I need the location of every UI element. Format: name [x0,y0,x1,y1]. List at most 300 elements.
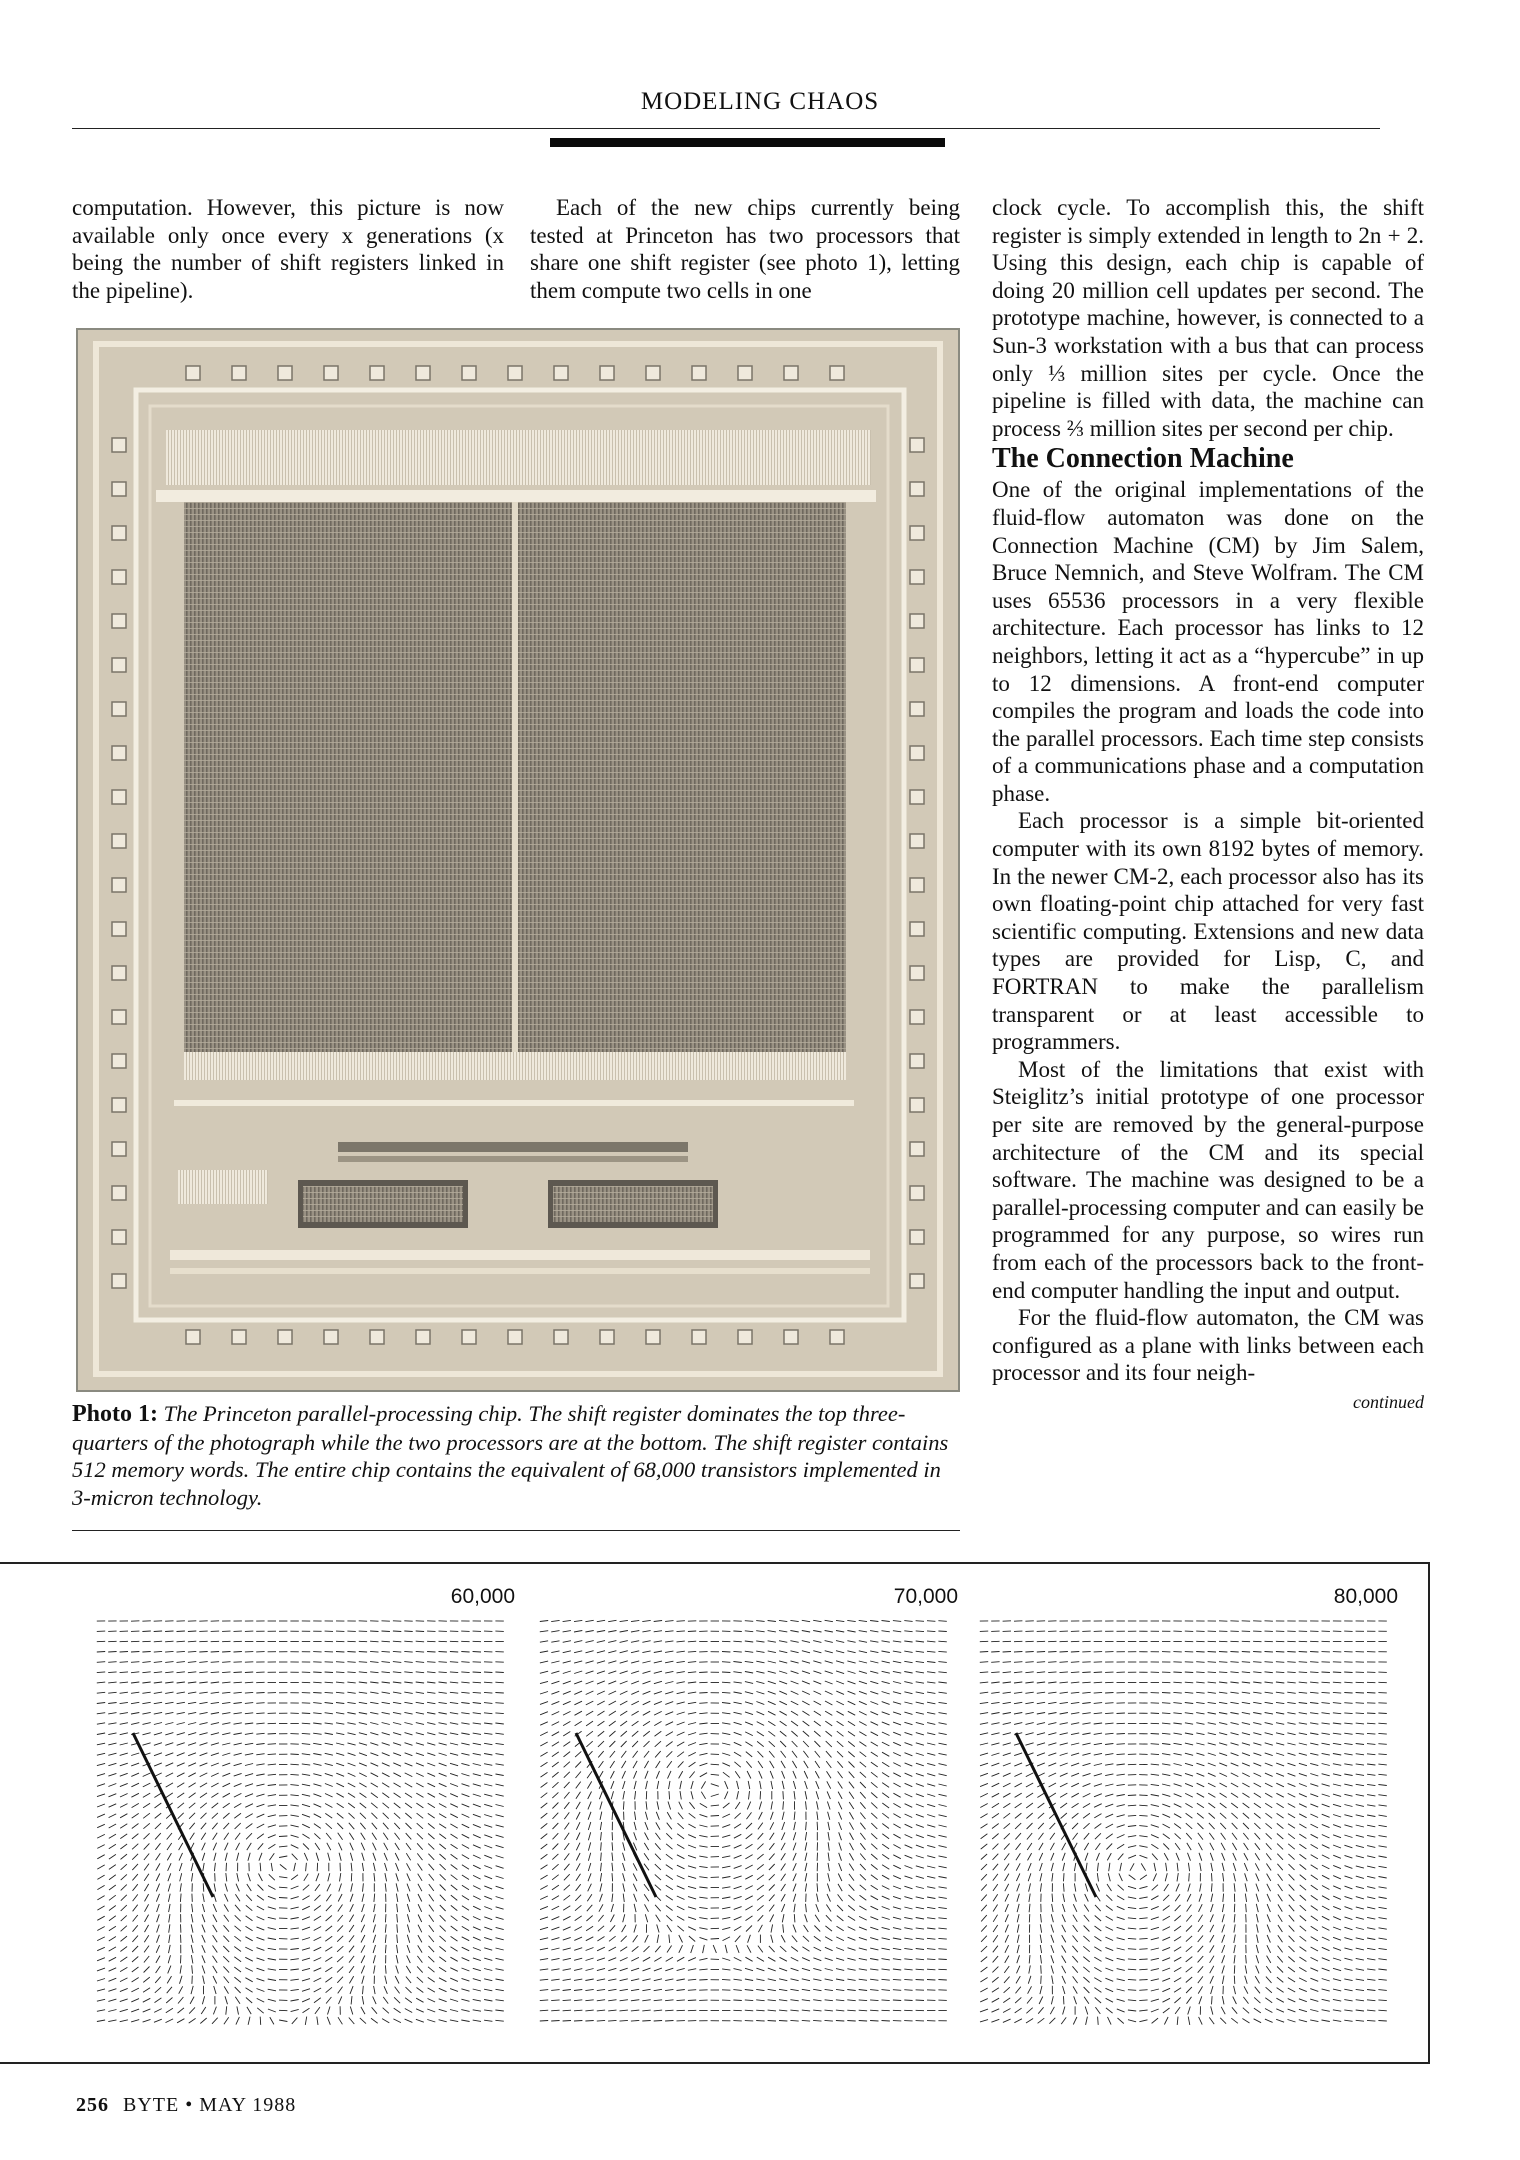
flow-vector [374,1904,376,1912]
flow-vector [1231,1753,1239,1756]
flow-vector [905,1783,913,1786]
flow-vector [1211,2006,1213,2014]
flow-vector [859,1631,867,1632]
flow-vector [1322,1804,1330,1807]
flow-vector [631,1968,639,1971]
flow-vector [588,1853,590,1861]
flow-vector [336,1783,344,1787]
flow-vector [382,1631,390,1632]
flow-vector [768,1721,775,1725]
flow-vector [1152,2018,1159,2023]
flow-vector [461,1733,469,1735]
flow-vector [439,1834,446,1839]
flow-vector [825,1620,833,1621]
header-rule [72,128,1380,129]
flow-vector [359,1652,367,1653]
flow-vector [1050,1823,1056,1829]
flow-vector [1208,1713,1216,1715]
flow-vector [428,1783,436,1787]
flow-vector [1003,1998,1010,2003]
flow-vector [429,1874,434,1881]
flow-vector [1276,1773,1284,1776]
flow-vector [1048,1682,1056,1683]
bond-pad [416,366,430,380]
flow-vector [794,1904,795,1912]
flow-vector [1051,1966,1053,1974]
flow-vector [1267,1925,1270,1933]
flow-vector [1276,1763,1284,1766]
flow-vector [745,1886,752,1890]
flow-vector [359,1753,367,1756]
flow-vector [677,1834,684,1839]
flow-vector [429,1946,435,1952]
flow-vector [802,2000,810,2001]
flow-vector [349,1813,355,1819]
flow-vector [644,1761,648,1768]
flow-vector [120,1999,128,2002]
flow-vector [768,1701,776,1704]
flow-vector [768,1631,776,1632]
flow-vector [166,1998,172,2004]
flow-vector [1060,1803,1067,1808]
flow-vector [202,1843,206,1851]
flow-vector [1230,1652,1238,1653]
flow-vector [1310,1999,1318,2001]
flow-vector [1098,2017,1099,2025]
flow-vector [552,1762,559,1767]
flow-vector [645,1812,647,1820]
flow-vector [416,1712,424,1714]
flow-vector [623,1914,625,1922]
flow-vector [1049,1773,1057,1777]
flow-vector [1242,1672,1250,1673]
flow-vector [416,2009,424,2012]
flow-vector [1379,1846,1387,1847]
flow-vector [904,1928,912,1930]
flow-vector [860,1874,866,1880]
flow-vector [1344,1794,1352,1796]
flow-vector [1128,1815,1136,1816]
flow-vector [406,1966,410,1973]
flow-vector [315,1884,320,1891]
flow-vector [666,1957,673,1961]
flow-vector [563,1906,570,1911]
flow-vector [462,1896,469,1901]
flow-vector [462,1958,470,1961]
flow-vector [1222,1904,1224,1912]
flow-vector [363,1986,364,1994]
flow-vector [688,1886,696,1888]
flow-vector [461,2010,469,2012]
flow-vector [1322,1979,1330,1982]
flow-vector [361,1914,364,1922]
flow-vector [893,1671,901,1673]
flow-vector [631,1620,639,1621]
flow-vector [245,1703,253,1704]
flow-vector [462,1845,469,1849]
flow-vector [394,1803,401,1808]
flow-vector [882,1824,889,1829]
flow-vector [370,1753,378,1756]
flow-vector [1333,1855,1341,1858]
flow-vector [585,1631,593,1633]
flow-vector [586,1948,594,1951]
flow-vector [816,1781,819,1789]
flow-vector [780,1731,787,1736]
flow-vector [655,1843,661,1849]
flow-vector [981,1946,987,1952]
flow-vector [1094,1804,1102,1808]
flow-vector [598,1721,605,1726]
flow-vector [1151,1774,1159,1775]
flow-vector [645,1914,647,1922]
flow-vector [847,1969,855,1971]
flow-vector [313,1713,321,1714]
flow-vector [1105,1804,1113,1807]
flow-vector [608,1958,616,1961]
flow-vector [609,1711,616,1716]
flow-vector [270,2017,274,2024]
flow-vector [325,1713,333,1714]
flow-vector [200,1753,208,1756]
flow-vector [325,1723,333,1724]
flow-vector [473,2010,481,2011]
flow-vector [779,1681,787,1684]
flow-vector [871,1762,878,1767]
flow-vector [1222,1935,1225,1943]
flow-vector [870,2000,878,2001]
flow-vector [1040,1883,1041,1891]
flow-vector [768,1731,775,1736]
flow-vector [1084,1997,1089,2004]
flow-vector [1197,1823,1203,1829]
flow-vector [893,1814,900,1818]
flow-vector [450,1753,458,1755]
flow-vector [916,1866,924,1868]
flow-vector [1083,1946,1089,1951]
flow-vector [1378,2021,1386,2022]
flow-vector [815,1751,820,1758]
flow-vector [179,1843,183,1850]
flow-vector [121,1905,127,1911]
flow-vector [234,1957,241,1962]
flow-vector [1174,1967,1181,1971]
bond-pad [462,1330,476,1344]
flow-vector [1379,1948,1387,1949]
flow-vector [666,1833,672,1839]
flow-vector [1084,1843,1088,1850]
flow-vector [916,1814,924,1817]
flow-vector [870,1948,878,1950]
flow-vector [1367,1815,1375,1817]
flow-vector [1242,1723,1250,1725]
flow-vector [143,1813,150,1818]
flow-vector [791,1661,799,1663]
flow-vector [632,1721,639,1726]
flow-vector [1028,1863,1031,1871]
flow-vector [1344,1845,1352,1848]
flow-vector [722,1887,730,1888]
flow-vector [1085,1853,1088,1861]
flow-vector [427,2020,435,2023]
flow-vector [993,1905,998,1912]
bond-pad [112,1054,126,1068]
flow-vector [1267,1956,1271,1963]
flow-vector [859,1969,867,1970]
flow-vector [268,1928,276,1930]
flow-vector [699,1887,707,1888]
flow-vector [214,1986,216,1994]
flow-vector [575,1895,581,1901]
flow-vector [756,1631,764,1632]
flow-vector [1074,1996,1077,2004]
flow-vector [439,1773,447,1776]
flow-vector [608,1671,616,1674]
flow-vector [1062,1853,1065,1861]
flow-vector [226,2006,227,2014]
flow-vector [268,1844,275,1848]
flow-vector [248,1853,250,1861]
flow-vector [1234,1965,1235,1973]
flow-vector [223,1783,231,1787]
flow-vector [699,1733,707,1734]
flow-vector [225,1884,227,1892]
flow-vector [552,1875,559,1880]
flow-vector [1266,1853,1271,1860]
flow-vector [601,1863,602,1871]
flow-vector [245,1784,253,1787]
flow-vector [991,1713,999,1715]
flow-vector [1003,1793,1010,1797]
flow-vector [1071,1672,1079,1673]
flow-vector [1289,1864,1295,1870]
flow-vector [870,1621,878,1622]
flow-vector [201,1813,207,1819]
flow-vector [779,2021,787,2022]
flow-vector [540,2000,548,2001]
flow-vector [97,1834,105,1838]
flow-vector [688,1855,696,1858]
flow-vector [1003,1672,1011,1673]
flow-vector [1015,1793,1022,1797]
flow-vector [836,2000,844,2001]
flow-vector [805,1791,807,1799]
flow-vector [825,1661,833,1663]
flow-vector [167,1976,171,1983]
flow-vector [1082,1672,1090,1673]
flow-vector [1162,1754,1170,1755]
flow-vector [1095,1916,1101,1922]
flow-vector [360,1803,367,1808]
flow-vector [813,1641,821,1643]
flow-vector [620,1958,628,1962]
flow-vector [428,1803,435,1807]
flow-vector [1060,1692,1068,1693]
flow-vector [665,1651,673,1652]
flow-vector [745,1875,752,1879]
flow-vector [214,1863,215,1871]
flow-vector [836,2010,844,2011]
flow-vector [169,1904,171,1912]
flow-vector [722,1703,730,1704]
flow-vector [1185,1743,1193,1745]
flow-vector [1356,2010,1364,2011]
flow-vector [813,2000,821,2001]
flow-vector [927,1774,935,1776]
flow-vector [1265,1773,1273,1776]
flow-vector [200,1783,207,1787]
flow-vector [1322,1958,1330,1961]
flow-vector [779,1671,787,1674]
flow-vector [771,1781,773,1789]
flow-vector [245,1814,252,1818]
flow-vector [1322,1794,1330,1797]
flow-vector [199,1712,207,1714]
flow-vector [235,1894,240,1901]
flow-vector [836,1979,844,1981]
flow-vector [202,1955,205,1963]
flow-vector [1333,1937,1341,1940]
flow-vector [677,1692,685,1694]
flow-vector [213,1915,217,1923]
paragraph: Most of the limitations that exist with Steiglitz’s initial prototype of one processor per site are removed by the general-purpose architecture of the CM and its special software. The machine was designed to be a parallel-processing computer and can easily be programmed for any purpose, so wires run from each of the processors back to the front-end computer handling the input and output. [992,1056,1424,1303]
flow-vector [757,1885,764,1890]
flow-vector [1219,1702,1227,1703]
flow-vector [759,1812,763,1820]
text-column-2 [530,194,960,304]
flow-vector [768,1621,776,1622]
flow-vector [222,1672,230,1673]
flow-vector [665,1641,673,1642]
flow-vector [1177,2017,1178,2025]
flow-vector [1356,1979,1364,1980]
flow-vector [757,1712,765,1715]
flow-vector [938,1672,946,1673]
flow-vector [1051,1996,1053,2004]
flow-vector [825,1969,833,1971]
flow-vector [938,1918,946,1919]
flow-vector [1162,1947,1170,1950]
flow-vector [462,1926,469,1930]
flow-vector [623,1873,625,1881]
flow-vector [620,1641,628,1643]
flow-vector [552,1803,558,1809]
flow-vector [245,1957,253,1961]
flow-vector [157,1935,160,1943]
flow-vector [980,1988,987,1992]
flow-vector [347,1672,355,1673]
flow-vector [1253,1733,1261,1735]
flow-vector [1173,1672,1181,1673]
flow-vector [1196,1733,1204,1735]
bond-pad [112,482,126,496]
flow-vector [234,1703,242,1704]
flow-vector [722,1835,730,1837]
flow-vector [597,1968,605,1970]
flow-vector [429,1905,434,1912]
flow-vector [688,1702,696,1703]
bond-pad [112,1142,126,1156]
flow-vector [1014,1753,1022,1756]
flow-vector [177,2019,184,2023]
flow-vector [1174,1998,1180,2004]
flow-vector [1027,1997,1032,2004]
flow-vector [1063,2007,1065,2015]
flow-vector [120,1672,128,1673]
flow-vector [688,1752,696,1756]
flow-vector [1378,1754,1386,1755]
flow-vector [780,1711,787,1715]
flow-vector [1367,1948,1375,1949]
flow-vector [373,1925,375,1933]
flow-vector [563,1948,571,1950]
flow-vector [904,1917,912,1919]
flow-vector [827,1802,830,1810]
flow-vector [395,1976,399,1984]
flow-vector [574,2010,582,2011]
flow-vector [837,1926,844,1930]
flow-vector [588,1884,592,1892]
flow-vector [1164,1884,1169,1891]
flow-vector [836,1937,844,1941]
flow-vector [1105,1723,1113,1724]
flow-vector [980,1723,988,1725]
flow-vector [1242,1783,1249,1787]
flow-vector [991,1692,999,1693]
flow-vector [450,1784,458,1787]
flow-vector [564,1762,570,1768]
flow-vector [257,1927,265,1930]
flow-vector [495,1713,503,1714]
flow-vector [1277,1956,1282,1962]
flow-vector [1253,1713,1261,1715]
flow-vector [1278,1894,1283,1901]
flow-vector [893,1928,901,1930]
flow-vector [870,1671,878,1673]
flow-vector [893,1803,900,1807]
flow-vector [314,1833,320,1839]
flow-vector [540,1886,547,1890]
flow-vector [1094,1703,1102,1704]
flow-vector [859,1937,867,1940]
flow-vector [1208,1662,1216,1663]
flow-vector [916,1835,924,1838]
flow-vector [781,1853,786,1860]
flow-vector [1117,1713,1125,1714]
flow-vector [496,1754,504,1755]
flow-vector [120,1743,128,1745]
flow-vector [1276,1998,1283,2002]
flow-vector [610,1915,614,1923]
flow-vector [541,1762,548,1766]
flow-vector [859,1722,866,1726]
flow-vector [633,1863,637,1870]
flow-vector [222,1723,230,1725]
bond-pad [416,1330,430,1344]
flow-vector [585,1620,593,1621]
flow-vector [991,1652,999,1653]
flow-vector [916,1969,924,1970]
flow-vector [805,1883,806,1891]
flow-vector [677,1896,685,1900]
flow-vector [1005,1925,1008,1933]
flow-vector [428,1967,435,1972]
flow-vector [893,2000,901,2001]
flow-vector [871,1833,877,1839]
flow-vector [541,1783,548,1788]
flow-vector [385,1965,386,1973]
flow-vector [600,1883,602,1891]
